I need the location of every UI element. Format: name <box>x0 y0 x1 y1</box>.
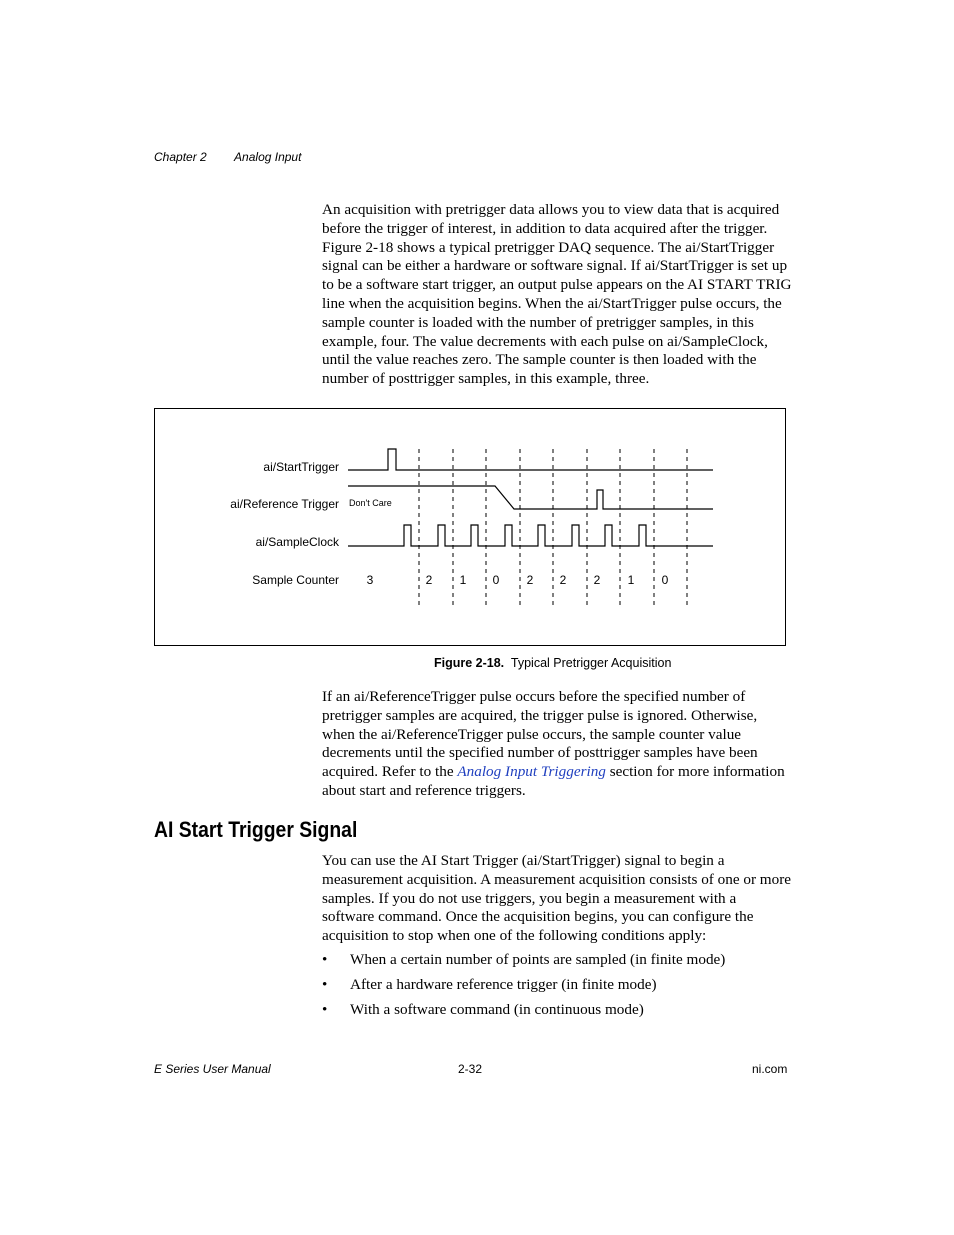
list-item <box>322 975 725 1000</box>
reference-paragraph <box>322 688 792 801</box>
bullet-icon: • <box>322 1001 328 1018</box>
timing-diagram-figure <box>154 408 786 646</box>
reference-trigger-waveform <box>348 486 713 509</box>
timing-diagram <box>155 409 785 645</box>
chapter-label: Chapter 2 <box>154 150 207 164</box>
start-trigger-waveform <box>348 449 713 470</box>
counter-value: 0 <box>661 573 669 587</box>
list-item <box>322 1000 725 1025</box>
label-sample-counter: Sample Counter <box>252 573 339 587</box>
counter-value: 1 <box>459 573 467 587</box>
reference-text-after: section for more information about start and reference triggers. <box>322 763 785 799</box>
bullet-icon: • <box>322 951 328 968</box>
figure-title: Typical Pretrigger Acquisition <box>510 656 672 670</box>
counter-value: 3 <box>366 573 374 587</box>
footer-page-number: 2-32 <box>458 1062 483 1076</box>
label-start-trigger: ai/StartTrigger <box>263 460 339 474</box>
list-item-text: When a certain number of points are sampled (in finite mode) <box>350 951 726 968</box>
section-heading: AI Start Trigger Signal <box>154 817 358 842</box>
intro-paragraph: An acquisition with pretrigger data allows you to view data that is acquired before the trigger of interest, in addition to data acquired after the trigger. Figure 2-18 shows a typical pretrigger DAQ sequence. The ai/StartTrigger signal can be either a hardware or software signal. If ai/StartTrigger is set up to be a software start trigger, an output pulse appears on the AI START TRIG line when the acquisition begins. When the ai/StartTrigger pulse occurs, the sample counter is loaded with the number of pretrigger samples, in this example, four. The value decrements with each pulse on ai/SampleClock, until the value reaches zero. The sample counter is then loaded with the number of posttrigger samples, in this example, three. <box>322 201 792 388</box>
footer-manual-title: E Series User Manual <box>154 1062 271 1076</box>
counter-value: 1 <box>627 573 635 587</box>
footer-website: ni.com <box>752 1062 788 1076</box>
label-reference-trigger: ai/Reference Trigger <box>230 497 339 511</box>
list-item-text: With a software command (in continuous mode) <box>350 1001 644 1018</box>
reference-text-before: If an ai/ReferenceTrigger pulse occurs before the specified number of pretrigger samples are acquired, the trigger pulse is ignored. Otherwise, when the ai/ReferenceTrigger pulse occurs, the sample counter value decrements until the specified number of posttrigger samples have been acquired. Refer to the <box>322 688 758 781</box>
figure-number: Figure 2-18. <box>434 656 505 670</box>
analog-input-triggering-link[interactable]: Analog Input Triggering <box>457 763 606 781</box>
counter-value: 2 <box>526 573 534 587</box>
counter-value: 2 <box>593 573 601 587</box>
counter-value: 2 <box>559 573 567 587</box>
bullet-icon: • <box>322 976 328 993</box>
label-sample-clock: ai/SampleClock <box>255 535 339 549</box>
sample-clock-waveform <box>348 525 713 546</box>
list-item-text: After a hardware reference trigger (in finite mode) <box>350 976 657 993</box>
counter-value: 2 <box>425 573 433 587</box>
page-header <box>154 150 301 164</box>
list-item <box>322 950 725 975</box>
dont-care-label: Don't Care <box>349 498 392 508</box>
figure-caption <box>434 656 671 670</box>
chapter-title: Analog Input <box>234 150 302 164</box>
condition-list <box>322 950 725 1025</box>
counter-value: 0 <box>492 573 500 587</box>
section-paragraph: You can use the AI Start Trigger (ai/StartTrigger) signal to begin a measurement acquisition. A measurement acquisition consists of one or more samples. If you do not use triggers, you begin a measurement with a software command. Once the acquisition begins, you can configure the acquisition to stop when one of the following conditions apply: <box>322 852 792 945</box>
